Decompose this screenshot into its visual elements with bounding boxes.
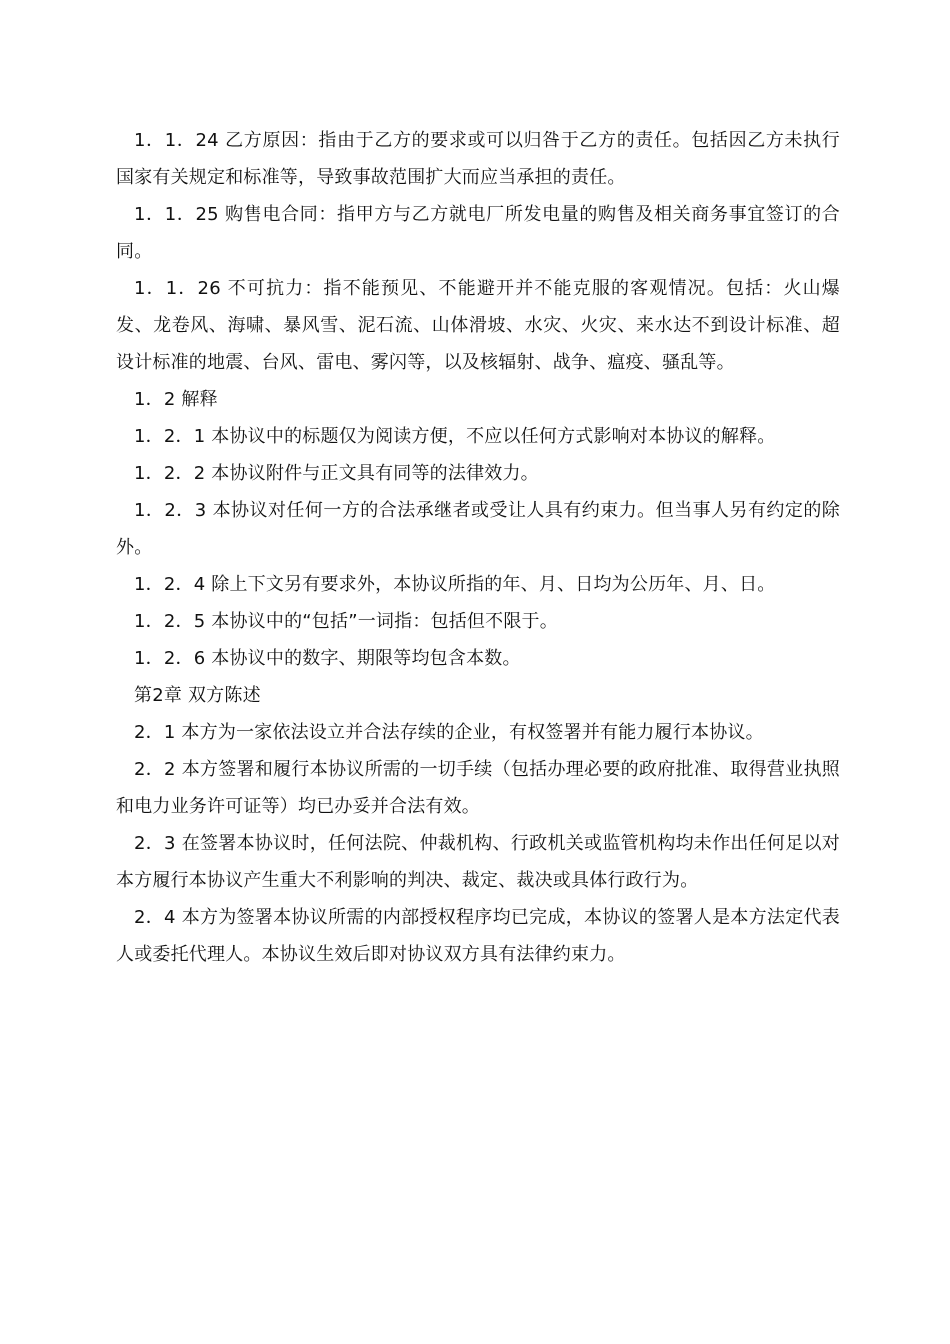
clause-2-4: 2．4 本方为签署本协议所需的内部授权程序均已完成，本协议的签署人是本方法定代表人或委托代理人。本协议生效后即对协议双方具有法律约束力。: [116, 907, 840, 965]
clause-1-2-4: 1．2．4 除上下文另有要求外，本协议所指的年、月、日均为公历年、月、日。: [134, 574, 776, 595]
clause-2-2: 2．2 本方签署和履行本协议所需的一切手续（包括办理必要的政府批准、取得营业执照和电力业务许可证等）均已办妥并合法有效。: [116, 759, 840, 817]
clause-1-1-25: 1．1．25 购售电合同：指甲方与乙方就电厂所发电量的购售及相关商务事宜签订的合同。: [116, 204, 840, 262]
clause-1-2-6: 1．2．6 本协议中的数字、期限等均包含本数。: [134, 648, 521, 669]
clause-1-2-2: 1．2．2 本协议附件与正文具有同等的法律效力。: [134, 463, 539, 484]
clause-2-3: 2．3 在签署本协议时，任何法院、仲裁机构、行政机关或监管机构均未作出任何足以对本方履行本协议产生重大不利影响的判决、裁定、裁决或具体行政行为。: [116, 833, 840, 891]
clause-1-1-24: 1．1．24 乙方原因：指由于乙方的要求或可以归咎于乙方的责任。包括因乙方未执行国家有关规定和标准等，导致事故范围扩大而应当承担的责任。: [116, 130, 840, 188]
document-body: [116, 122, 840, 973]
section-1-2-heading: 1．2 解释: [134, 389, 218, 410]
chapter-2-heading: 第2章 双方陈述: [134, 685, 261, 706]
clause-1-2-5: 1．2．5 本协议中的“包括”一词指：包括但不限于。: [134, 611, 558, 632]
clause-1-2-3: 1．2．3 本协议对任何一方的合法承继者或受让人具有约束力。但当事人另有约定的除外。: [116, 500, 840, 558]
clause-1-2-1: 1．2．1 本协议中的标题仅为阅读方便，不应以任何方式影响对本协议的解释。: [134, 426, 776, 447]
clause-2-1: 2．1 本方为一家依法设立并合法存续的企业，有权签署并有能力履行本协议。: [134, 722, 764, 743]
clause-1-1-26: 1．1．26 不可抗力：指不能预见、不能避开并不能克服的客观情况。包括：火山爆发、龙卷风、海啸、暴风雪、泥石流、山体滑坡、水灾、火灾、来水达不到设计标准、超设计标准的地震、台风、雷电、雾闪等，以及核辐射、战争、瘟疫、骚乱等。: [116, 278, 840, 373]
